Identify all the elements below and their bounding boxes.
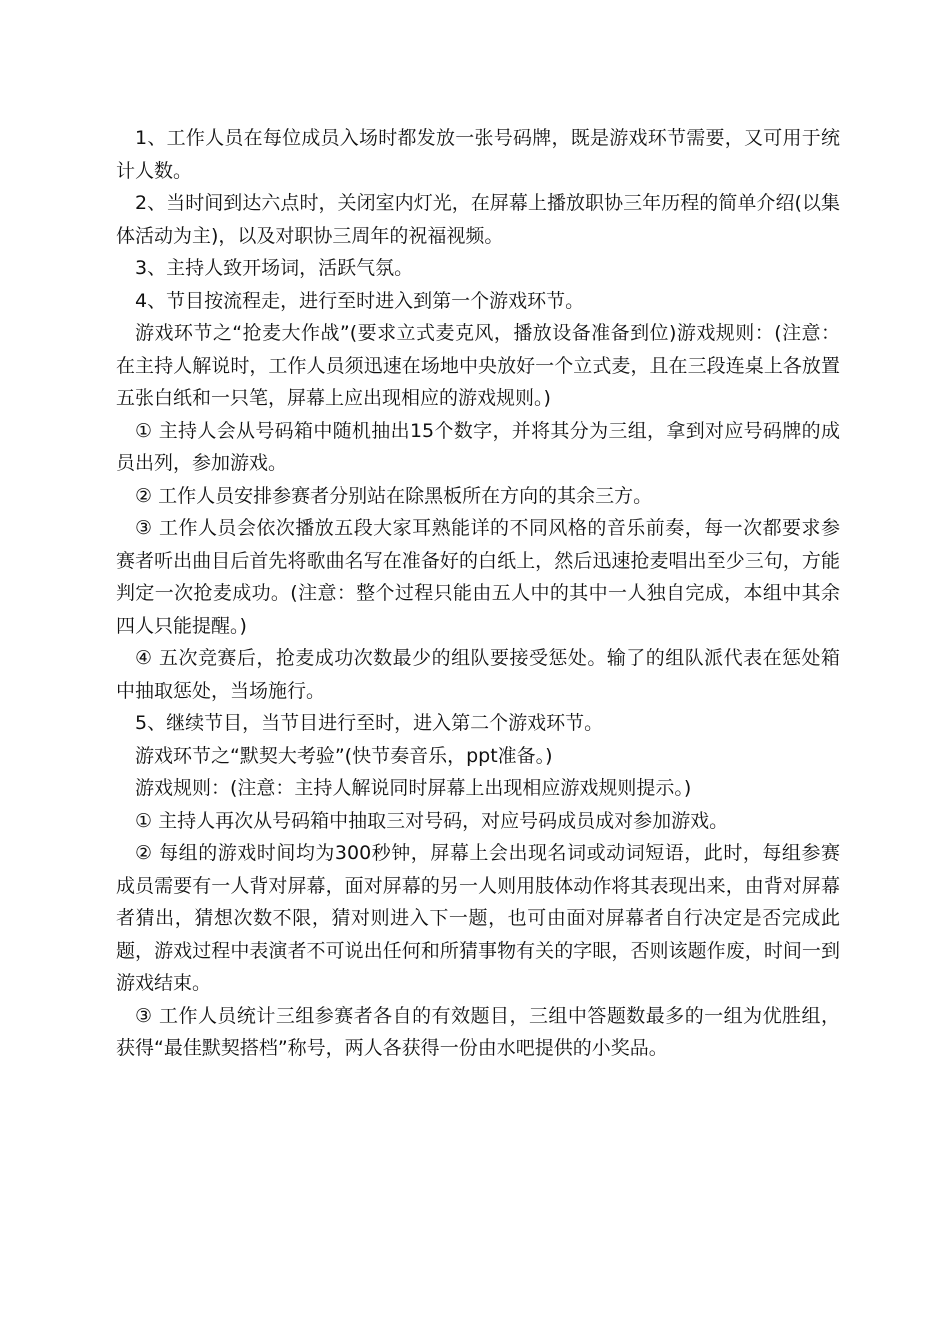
- paragraph-grab-mic-step-4: ④ 五次竞赛后，抢麦成功次数最少的组队要接受惩处。输了的组队派代表在惩处箱中抽取惩处，当场施行。: [116, 647, 840, 702]
- paragraph-lights-video: 2、当时间到达六点时，关闭室内灯光，在屏幕上播放职协三年历程的简单介绍(以集体活动为主)，以及对职协三周年的祝福视频。: [116, 192, 840, 247]
- paragraph-grab-mic-step-2: ② 工作人员安排参赛者分别站在除黑板所在方向的其余三方。: [135, 484, 653, 507]
- paragraph-tacit-game-rules: 游戏规则：(注意：主持人解说同时屏幕上出现相应游戏规则提示。): [135, 777, 692, 799]
- paragraph-tacit-step-2: ② 每组的游戏时间均为300秒钟，屏幕上会出现名词或动词短语，此时，每组参赛成员需要有一人背对屏幕，面对屏幕的另一人则用肢体动作将其表现出来，由背对屏幕者猜出，猜想次数不限，猜对则进入下一题，也可由面对屏幕者自行决定是否完成此题，游戏过程中表演者不可说出任何和所猜事物有关的字眼，否则该题作废，时间一到游戏结束。: [116, 842, 840, 994]
- paragraph-second-game-start: 5、继续节目，当节目进行至时，进入第二个游戏环节。: [135, 712, 604, 734]
- paragraph-host-opening: 3、主持人致开场词，活跃气氛。: [135, 257, 414, 279]
- paragraph-grab-mic-step-1: ① 主持人会从号码箱中随机抽出15个数字，并将其分为三组，拿到对应号码牌的成员出列，参加游戏。: [116, 419, 840, 474]
- paragraph-tacit-step-1: ① 主持人再次从号码箱中抽取三对号码，对应号码成员成对参加游戏。: [135, 809, 729, 832]
- document-body: [116, 122, 840, 1065]
- paragraph-tacit-game-title: 游戏环节之“默契大考验”(快节奏音乐，ppt准备。): [135, 744, 553, 767]
- paragraph-staff-number-cards: 1、工作人员在每位成员入场时都发放一张号码牌，既是游戏环节需要，又可用于统计人数。: [116, 127, 840, 182]
- paragraph-tacit-step-3: ③ 工作人员统计三组参赛者各自的有效题目，三组中答题数最多的一组为优胜组，获得“最佳默契搭档”称号，两人各获得一份由水吧提供的小奖品。: [116, 1004, 840, 1059]
- paragraph-grab-mic-game-rules: 游戏环节之“抢麦大作战”(要求立式麦克风，播放设备准备到位)游戏规则：(注意：在主持人解说时，工作人员须迅速在场地中央放好一个立式麦，且在三段连桌上各放置五张白纸和一只笔，屏幕上应出现相应的游戏规则。): [116, 322, 840, 409]
- paragraph-first-game-start: 4、节目按流程走，进行至时进入到第一个游戏环节。: [135, 289, 585, 312]
- paragraph-grab-mic-step-3: ③ 工作人员会依次播放五段大家耳熟能详的不同风格的音乐前奏，每一次都要求参赛者听出曲目后首先将歌曲名写在准备好的白纸上，然后迅速抢麦唱出至少三句，方能判定一次抢麦成功。(注意：整个过程只能由五人中的其中一人独自完成，本组中其余四人只能提醒。): [116, 517, 840, 637]
